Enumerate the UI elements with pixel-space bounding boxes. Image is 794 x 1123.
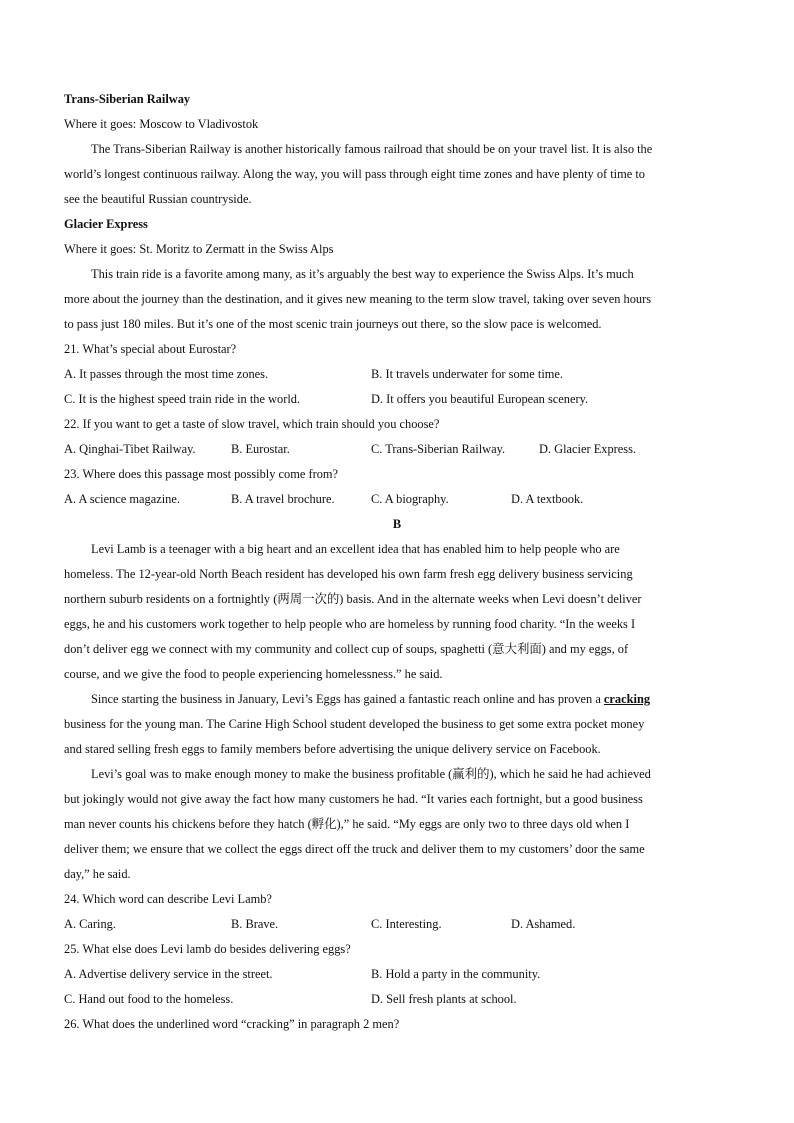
q25-option-a: A. Advertise delivery service in the street. — [64, 967, 273, 981]
b-p3-line-1: Levi’s goal was to make enough money to make the business profitable (赢利的), which he said he had achieved — [91, 767, 651, 781]
trans-siberian-line-1: The Trans-Siberian Railway is another historically famous railroad that should be on your travel list. It is also the — [91, 142, 653, 156]
glacier-express-line-3: to pass just 180 miles. But it’s one of the most scenic train journeys out there, so the slow pace is welcomed. — [64, 317, 602, 331]
glacier-express-line-2: more about the journey than the destination, and it gives new meaning to the term slow travel, taking over seven hours — [64, 292, 652, 306]
b-p2-line-1-text: Since starting the business in January, Levi’s Eggs has gained a fantastic reach online and has proven a — [91, 692, 604, 706]
glacier-express-line-1: This train ride is a favorite among many, as it’s arguably the best way to experience the Swiss Alps. It’s much — [91, 267, 634, 281]
question-23: 23. Where does this passage most possibly come from? — [64, 467, 339, 481]
question-25: 25. What else does Levi lamb do besides delivering eggs? — [64, 942, 351, 956]
b-p3-line-4: deliver them; we ensure that we collect the eggs direct off the truck and deliver them to my customers’ door the same — [64, 842, 645, 856]
q21-option-a: A. It passes through the most time zones. — [64, 367, 269, 381]
b-p3-line-5: day,” he said. — [64, 867, 131, 881]
b-p1-line-2: homeless. The 12-year-old North Beach resident has developed his own farm fresh egg delivery business servicing — [64, 567, 633, 581]
q23-option-d: D. A textbook. — [511, 492, 584, 506]
trans-siberian-where: Where it goes: Moscow to Vladivostok — [64, 117, 259, 131]
b-p3-line-3: man never counts his chickens before they hatch (孵化),” he said. “My eggs are only two to three days old when I — [64, 817, 630, 831]
b-p1-line-6: course, and we give the food to people experiencing homelessness.” he said. — [64, 667, 443, 681]
q21-option-b: B. It travels underwater for some time. — [371, 367, 563, 381]
q22-option-b: B. Eurostar. — [231, 442, 290, 456]
trans-siberian-line-2: world’s longest continuous railway. Along the way, you will pass through eight time zones and have plenty of time to — [64, 167, 645, 181]
b-p1-line-1: Levi Lamb is a teenager with a big heart and an excellent idea that has enabled him to help people who are — [91, 542, 620, 556]
b-p2-line-2: business for the young man. The Carine High School student developed the business to get some extra pocket money — [64, 717, 645, 731]
trans-siberian-title: Trans-Siberian Railway — [64, 92, 191, 106]
q21-option-d: D. It offers you beautiful European scenery. — [371, 392, 589, 406]
b-p1-line-4: eggs, he and his customers work together to help people who are homeless by running food charity. “In the weeks I — [64, 617, 636, 631]
q24-option-b: B. Brave. — [231, 917, 279, 931]
q23-option-b: B. A travel brochure. — [231, 492, 335, 506]
q25-option-c: C. Hand out food to the homeless. — [64, 992, 234, 1006]
q22-option-d: D. Glacier Express. — [539, 442, 637, 456]
q25-option-d: D. Sell fresh plants at school. — [371, 992, 517, 1006]
glacier-express-where: Where it goes: St. Moritz to Zermatt in the Swiss Alps — [64, 242, 334, 256]
question-24: 24. Which word can describe Levi Lamb? — [64, 892, 272, 906]
q23-option-c: C. A biography. — [371, 492, 449, 506]
b-p1-line-3: northern suburb residents on a fortnightly (两周一次的) basis. And in the alternate weeks when Levi doesn’t deliver — [64, 592, 642, 606]
b-p2-line-1 — [91, 691, 650, 707]
q24-option-c: C. Interesting. — [371, 917, 442, 931]
underlined-word-cracking: cracking — [603, 692, 651, 706]
q24-option-d: D. Ashamed. — [511, 917, 576, 931]
glacier-express-title: Glacier Express — [64, 217, 148, 231]
section-b-heading: B — [392, 517, 402, 531]
question-21: 21. What’s special about Eurostar? — [64, 342, 237, 356]
trans-siberian-line-3: see the beautiful Russian countryside. — [64, 192, 252, 206]
q23-option-a: A. A science magazine. — [64, 492, 180, 506]
q22-option-a: A. Qinghai-Tibet Railway. — [64, 442, 196, 456]
b-p2-line-3: and stared selling fresh eggs to family members before advertising the unique delivery service on Facebook. — [64, 742, 601, 756]
question-22: 22. If you want to get a taste of slow travel, which train should you choose? — [64, 417, 440, 431]
q21-option-c: C. It is the highest speed train ride in the world. — [64, 392, 301, 406]
q22-option-c: C. Trans-Siberian Railway. — [371, 442, 506, 456]
b-p1-line-5: don’t deliver egg we connect with my community and collect cup of soups, spaghetti (意大利面) and my eggs, of — [64, 642, 629, 656]
b-p3-line-2: but jokingly would not give away the fact how many customers he had. “It varies each fortnight, but a good business — [64, 792, 643, 806]
question-26: 26. What does the underlined word “cracking” in paragraph 2 men? — [64, 1017, 400, 1031]
q25-option-b: B. Hold a party in the community. — [371, 967, 541, 981]
q24-option-a: A. Caring. — [64, 917, 116, 931]
